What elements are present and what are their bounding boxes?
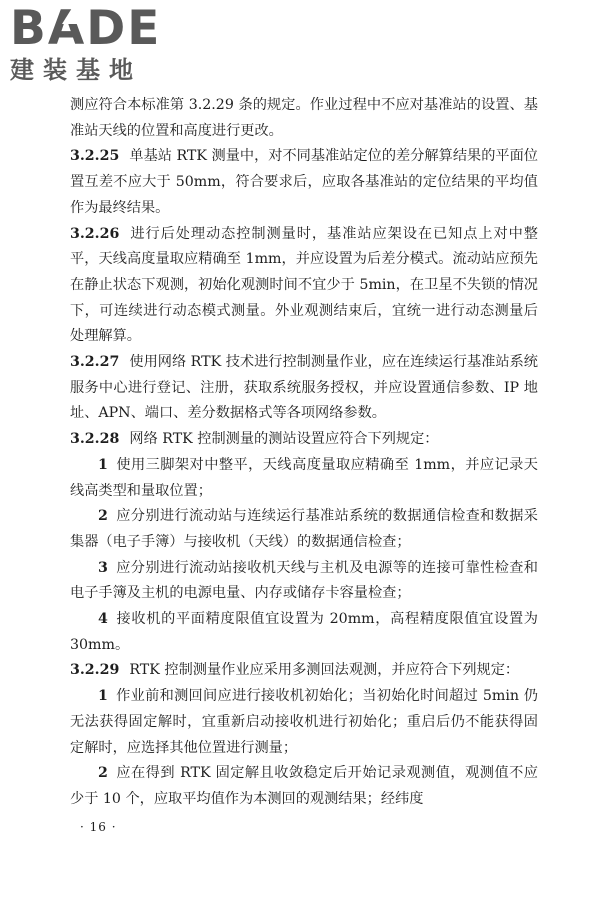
clause-3-2-27 <box>70 350 538 427</box>
clause-number: 3.2.26 <box>70 225 120 242</box>
item-text: 作业前和测回间应进行接收机初始化；当初始化时间超过 5min 仍无法获得固定解时，宜重新启动接收机进行初始化；重启后仍不能获得固定解时，应选择其他位置进行测量； <box>70 688 538 756</box>
list-item <box>70 453 538 504</box>
item-text: 应分别进行流动站与连续运行基准站系统的数据通信检查和数据采集器（电子手簿）与接收机（天线）的数据通信检查； <box>70 508 538 550</box>
clause-number: 3.2.27 <box>70 354 120 371</box>
item-number: 2 <box>98 765 108 782</box>
clause-text: RTK 控制测量作业应采用多测回法观测，并应符合下列规定： <box>129 662 520 679</box>
document-body <box>70 93 538 813</box>
list-item <box>70 607 538 658</box>
list-item <box>70 684 538 761</box>
clause-number: 3.2.29 <box>70 662 120 679</box>
paragraph-text: 测应符合本标准第 3.2.29 条的规定。作业过程中不应对基准站的设置、基准站天线的位置和高度进行更改。 <box>70 97 538 139</box>
clause-3-2-28 <box>70 427 538 453</box>
logo-subtitle: 建装基地 <box>10 56 142 84</box>
item-text: 应在得到 RTK 固定解且收敛稳定后开始记录观测值，观测值不应少于 10 个，应取平均值作为本测回的观测结果；经纬度 <box>70 765 538 807</box>
logo-a-notch <box>62 8 82 24</box>
item-number: 4 <box>98 611 108 628</box>
clause-3-2-29 <box>70 658 538 684</box>
logo-mark <box>10 1 162 56</box>
list-item <box>70 504 538 555</box>
item-number: 2 <box>98 508 108 525</box>
list-item <box>70 556 538 607</box>
bade-logo <box>10 1 170 84</box>
clause-3-2-25 <box>70 144 538 221</box>
item-number: 1 <box>98 688 108 705</box>
clause-number: 3.2.25 <box>70 148 120 165</box>
item-text: 应分别进行流动站接收机天线与主机及电源等的连接可靠性检查和电子手簿及主机的电源电量、内存或储存卡容量检查； <box>70 559 538 602</box>
clause-3-2-26 <box>70 222 538 351</box>
logo-mark-text: BADE <box>10 1 162 56</box>
clause-text: 单基站 RTK 测量中，对不同基准站定位的差分解算结果的平面位置互差不应大于 50mm，符合要求后，应取各基准站的定位结果的平均值作为最终结果。 <box>70 148 538 216</box>
paragraph-continuation <box>70 93 538 144</box>
clause-text: 使用网络 RTK 技术进行控制测量作业，应在连续运行基准站系统服务中心进行登记、注册，获取系统服务授权，并应设置通信参数、IP 地址、APN、端口、差分数据格式等各项网络参数。 <box>70 354 538 422</box>
clause-text: 网络 RTK 控制测量的测站设置应符合下列规定： <box>129 431 439 448</box>
clause-number: 3.2.28 <box>70 431 120 448</box>
item-number: 1 <box>98 456 108 473</box>
item-number: 3 <box>98 559 108 576</box>
clause-text: 进行后处理动态控制测量时，基准站应架设在已知点上对中整平，天线高度量取应精确至 1mm，并应设置为后差分模式。流动站应预先在静止状态下观测，初始化观测时间不宜少于 5min，在卫星不失锁的情况下，可连续进行动态模式测量。外业观测结束后，宜统一进行动态测量后处理解算。 <box>70 225 538 345</box>
page-number: · 16 · <box>80 820 117 834</box>
item-text: 使用三脚架对中整平，天线高度量取应精确至 1mm，并应记录天线高类型和量取位置； <box>70 456 538 499</box>
item-text: 接收机的平面精度限值宜设置为 20mm，高程精度限值宜设置为 30mm。 <box>70 611 538 653</box>
list-item <box>70 761 538 812</box>
